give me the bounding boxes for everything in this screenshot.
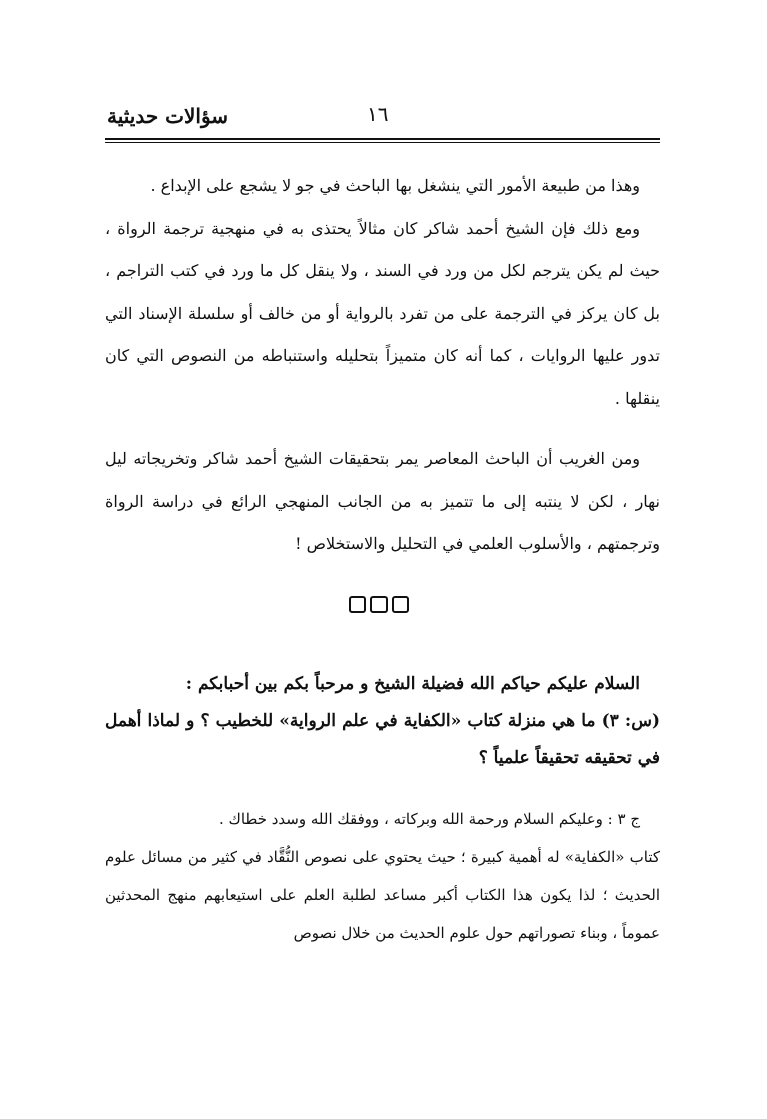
- question-text: (س: ٣) ما هي منزلة كتاب «الكفاية في علم الرواية» للخطيب ؟ و لماذا أهمل في تحقيقه تحقيقاً علمياً ؟: [105, 711, 660, 768]
- page-number: ١٦: [367, 102, 389, 126]
- square-icon: [392, 596, 409, 613]
- paragraph: ومع ذلك فإن الشيخ أحمد شاكر كان مثالاً يحتذى به في منهجية ترجمة الرواة ، حيث لم يكن يترجم لكل من ورد في السند ، ولا ينقل كل ما ورد في كتب التراجم ، بل كان يركز في الترجمة على من تفرد بالرواية أو من خالف أو سلسلة الإسناد التي تدور عليها الروايات ، كما أنه كان متميزاً بتحليله واستنباطه من النصوص التي كان ينقلها .: [105, 218, 660, 408]
- question-greeting: السلام عليكم حياكم الله فضيلة الشيخ و مرحباً بكم بين أحبابكم :: [185, 674, 640, 694]
- header-rule-thick: [105, 138, 660, 140]
- paragraph: وهذا من طبيعة الأمور التي ينشغل بها الباحث في جو لا يشجع على الإبداع .: [150, 176, 640, 195]
- three-squares-separator-icon: [349, 596, 409, 612]
- square-icon: [370, 596, 387, 613]
- question-block: [105, 666, 660, 777]
- answer-block: [105, 800, 660, 952]
- answer-text: كتاب «الكفاية» له أهمية كبيرة ؛ حيث يحتوي على نصوص النُّقَّاد في كثير من مسائل علوم الحديث ؛ لذا يكون هذا الكتاب أكبر مساعد لطلبة العلم على استيعابهم منهج المحدثين عموماً ، وبناء تصوراتهم حول علوم الحديث من خلال نصوص: [105, 848, 660, 942]
- page-header: [105, 100, 660, 136]
- paragraph: ومن الغريب أن الباحث المعاصر يمر بتحقيقات الشيخ أحمد شاكر وتخريجاته ليل نهار ، لكن لا ينتبه إلى ما تتميز به من الجانب المنهجي الرائع في دراسة الرواة وترجمتهم ، والأسلوب العلمي في التحليل والاستخلاص !: [105, 449, 660, 553]
- body-text: [105, 165, 660, 566]
- square-icon: [349, 596, 366, 613]
- running-title: سؤالات حديثية: [107, 104, 229, 128]
- header-rule-thin: [105, 142, 660, 143]
- answer-reply: ج ٣ : وعليكم السلام ورحمة الله وبركاته ، ووفقك الله وسدد خطاك .: [218, 810, 640, 828]
